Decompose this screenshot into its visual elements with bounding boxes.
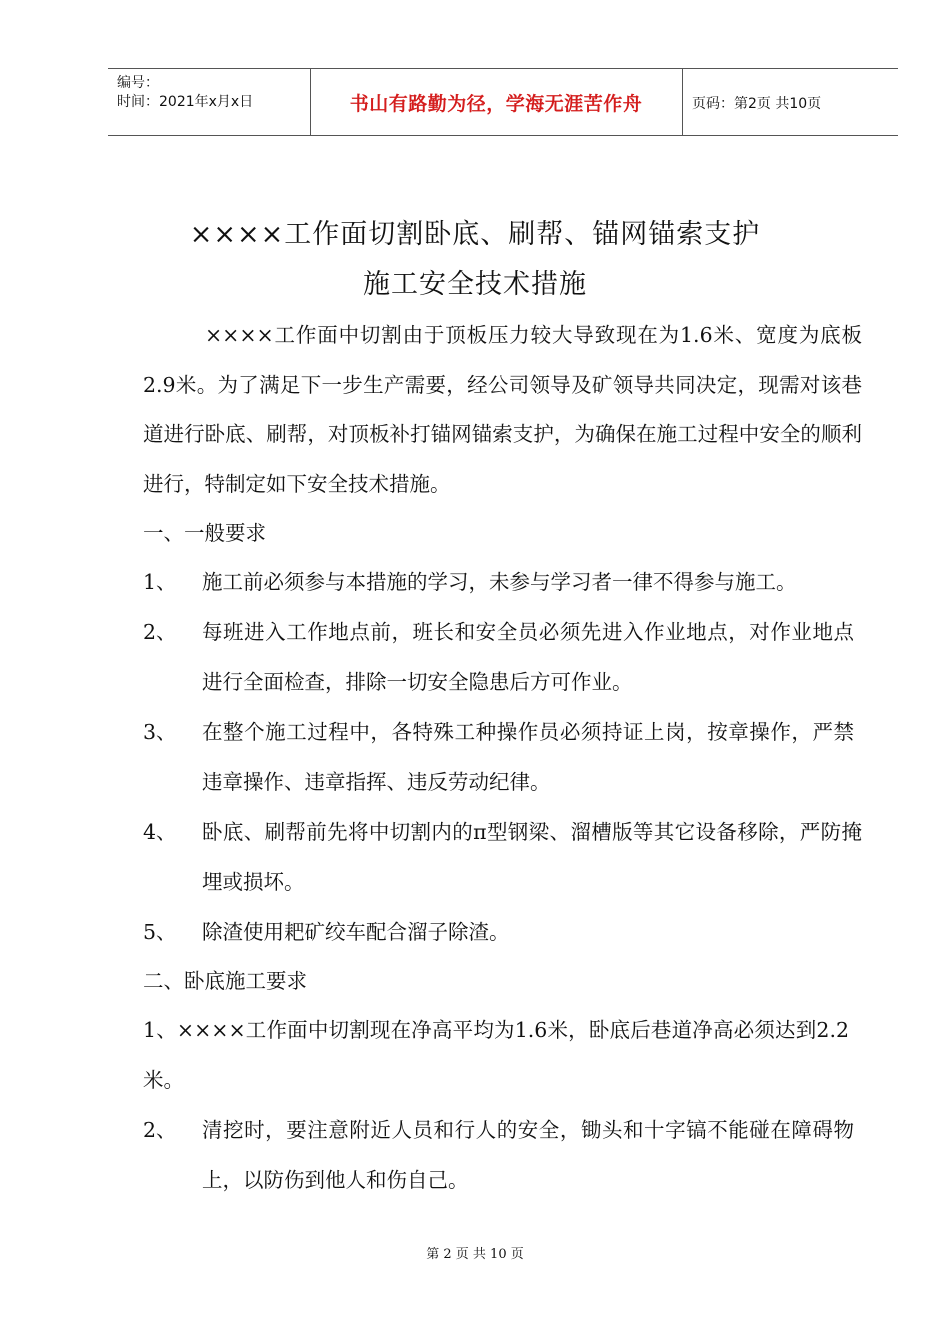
document-title-line1: ××××工作面切割卧底、刷帮、锚网锚索支护 (189, 219, 761, 250)
document-title-line2: 施工安全技术措施 (363, 269, 587, 300)
list-item-number: 4、 (143, 820, 177, 844)
header-motto: 书山有路勤为径，学海无涯苦作舟 (349, 93, 643, 115)
list-item-number: 2、 (143, 620, 177, 644)
list-item-number: 5、 (143, 920, 177, 944)
list-item-text: 卧底、刷帮前先将中切割内的π型钢梁、溜槽版等其它设备移除，严防掩埋或损坏。 (202, 820, 862, 894)
section2-paragraph: 1、××××工作面中切割现在净高平均为1.6米，卧底后巷道净高必须达到2.2米。 (143, 1018, 849, 1092)
section-heading: 二、卧底施工要求 (143, 969, 307, 993)
list-item-text: 在整个施工过程中，各特殊工种操作员必须持证上岗，按章操作，严禁违章操作、违章指挥、违反劳动纪律。 (202, 720, 854, 794)
list-item-text: 清挖时，要注意附近人员和行人的安全，锄头和十字镐不能碰在障碍物上，以防伤到他人和伤自己。 (202, 1118, 854, 1192)
page-header (108, 68, 898, 136)
header-divider (682, 69, 683, 135)
list-item-number: 1、 (143, 570, 177, 594)
document-date: 时间：2021年x月x日 (117, 94, 254, 110)
list-item-number: 3、 (143, 720, 177, 744)
list-item-text: 每班进入工作地点前，班长和安全员必须先进入作业地点，对作业地点进行全面检查，排除一切安全隐患后方可作业。 (202, 620, 854, 694)
list-item-number: 2、 (143, 1118, 177, 1142)
header-page-info: 页码：第2页 共10页 (692, 95, 822, 112)
list-item-text: 除渣使用耙矿绞车配合溜子除渣。 (202, 920, 510, 944)
intro-paragraph: ××××工作面中切割由于顶板压力较大导致现在为1.6米、宽度为底板2.9米。为了满足下一步生产需要，经公司领导及矿领导共同决定，现需对该巷道进行卧底、刷帮，对顶板补打锚网锚索支护，为确保在施工过程中安全的顺利进行，特制定如下安全技术措施。 (143, 323, 862, 496)
document-number-label: 编号： (117, 75, 159, 91)
header-meta (117, 74, 253, 112)
list-item-text: 施工前必须参与本措施的学习，未参与学习者一律不得参与施工。 (202, 570, 797, 594)
section-heading: 一、一般要求 (143, 521, 266, 545)
page-footer: 第 2 页 共 10 页 (426, 1247, 524, 1262)
